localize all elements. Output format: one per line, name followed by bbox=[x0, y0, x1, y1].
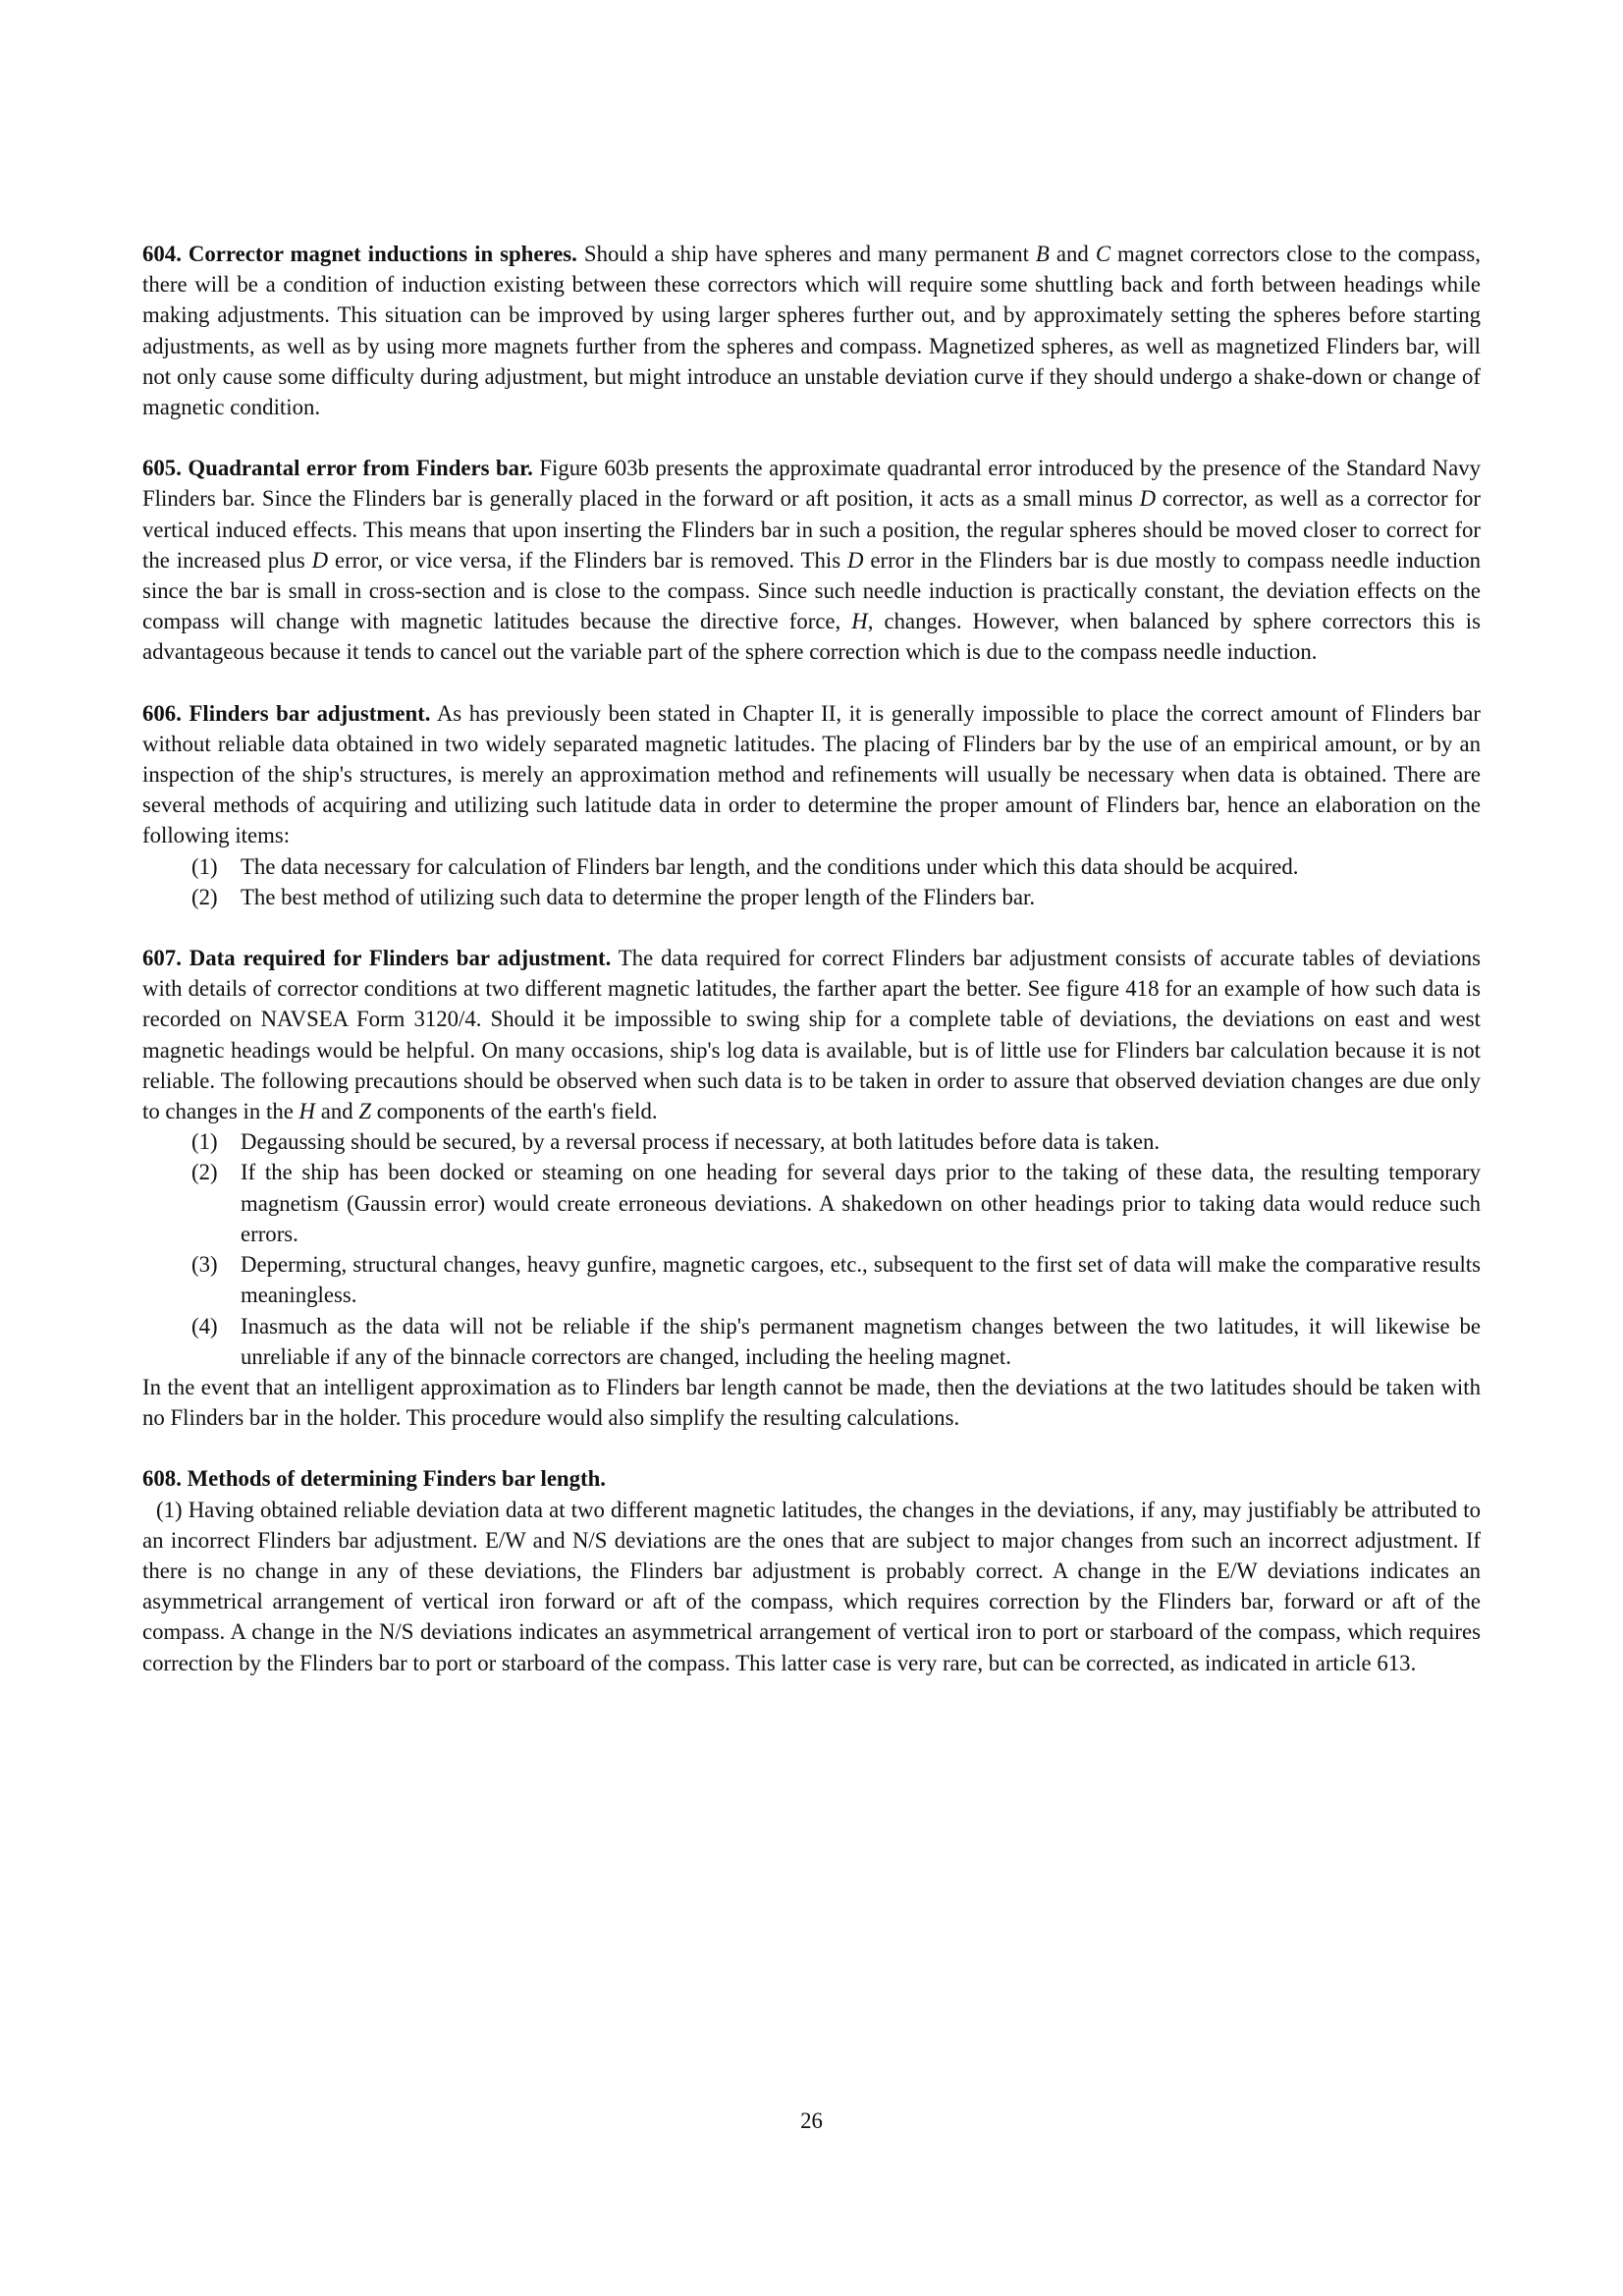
section-605 bbox=[142, 453, 1481, 667]
section-paragraph bbox=[142, 239, 1481, 422]
list-item-text: The data necessary for calculation of Flinders bar length, and the conditions under which this data should be acquired. bbox=[241, 853, 1299, 879]
italic-run: D bbox=[1139, 486, 1157, 512]
italic-run: Z bbox=[358, 1099, 372, 1124]
text-run: Should a ship have spheres and many permanent bbox=[576, 242, 1036, 266]
text-run: , changes. However, when balanced by sphere correctors this is advantageous because it tends to cancel out the variable part of the sphere correction which is due to the compass needle induction. bbox=[142, 609, 1481, 665]
section-heading: 608. Methods of determining Finders bar length. bbox=[142, 1466, 606, 1492]
list-item-text: Inasmuch as the data will not be reliable if the ship's permanent magnetism changes between the two latitudes, it will likewise be unreliable if any of the binnacle correctors are changed, including the heeling magnet. bbox=[241, 1313, 1481, 1369]
list-item bbox=[142, 851, 1481, 882]
list-item-text: Degaussing should be secured, by a reversal process if necessary, at both latitudes before data is taken. bbox=[241, 1129, 1161, 1155]
list-item-text: Deperming, structural changes, heavy gunfire, magnetic cargoes, etc., subsequent to the first set of data will make the comparative results meaningless. bbox=[241, 1252, 1481, 1308]
section-heading-line bbox=[142, 1463, 1481, 1494]
closing-paragraph: In the event that an intelligent approximation as to Flinders bar length cannot be made, then the deviations at the two latitudes should be taken with no Flinders bar in the holder. This procedure would also simplify the resulting calculations. bbox=[142, 1374, 1481, 1431]
italic-run: D bbox=[311, 547, 329, 573]
text-run: and bbox=[1049, 242, 1096, 266]
list-item bbox=[142, 1311, 1481, 1372]
text-run: error, or vice versa, if the Flinders bar is removed. This bbox=[328, 547, 848, 573]
italic-run: D bbox=[847, 547, 864, 573]
list-item-number: (2) bbox=[191, 1160, 218, 1185]
section-paragraph bbox=[142, 453, 1481, 667]
section-608 bbox=[142, 1463, 1481, 1677]
section-heading: 607. Data required for Flinders bar adjustment. bbox=[142, 946, 612, 971]
section-paragraph bbox=[142, 943, 1481, 1126]
italic-run: C bbox=[1095, 242, 1111, 266]
list-item-number: (4) bbox=[191, 1313, 218, 1339]
italic-run: B bbox=[1035, 242, 1050, 266]
numbered-list bbox=[142, 851, 1481, 912]
text-run: components of the earth's field. bbox=[371, 1099, 658, 1124]
section-606 bbox=[142, 698, 1481, 912]
text-run: corrector, as well as a corrector for vertical induced effects. This means that upon inserting the Flinders bar in such a position, the regular spheres should be moved closer to correct for the increased plus bbox=[142, 486, 1481, 573]
list-item-number: (1) bbox=[191, 1129, 218, 1155]
list-item-text: If the ship has been docked or steaming on one heading for several days prior to the taking of these data, the resulting temporary magnetism (Gaussin error) would create erroneous deviations. A shakedown on other headings prior to taking data would reduce such errors. bbox=[241, 1160, 1481, 1246]
list-item bbox=[142, 1126, 1481, 1157]
list-item-number: (1) bbox=[191, 853, 218, 879]
text-run: The data required for correct Flinders bar adjustment consists of accurate tables of deviations with details of corrector conditions at two different magnetic latitudes, the farther apart the better. See figure 418 for an example of how such data is recorded on NAVSEA Form 3120/4. Should it be impossible to swing ship for a complete table of deviations, the deviations on east and west magnetic headings would be helpful. On many occasions, ship's log data is available, but is of little use for Flinders bar calculation because it is not reliable. The following precautions should be observed when such data is to be taken in order to assure that observed deviation changes are due only to changes in the bbox=[142, 946, 1481, 1124]
list-item bbox=[142, 882, 1481, 912]
list-item bbox=[142, 1157, 1481, 1249]
list-item-number: (2) bbox=[191, 884, 218, 909]
text-run: Figure 603b presents the approximate quadrantal error introduced by the presence of the Standard Navy Flinders bar. Since the Flinders bar is generally placed in the forward or aft position, it acts as a small minus bbox=[142, 456, 1481, 512]
page-number: 26 bbox=[800, 2108, 823, 2133]
text-run: error in the Flinders bar is due mostly to compass needle induction since the bar is small in cross-section and is close to the compass. Since such needle induction is practically constant, the deviation effects on the compass will change with magnetic latitudes because the directive force, bbox=[142, 547, 1481, 634]
list-item-number: (3) bbox=[191, 1252, 218, 1278]
section-heading: 604. Corrector magnet inductions in spheres. bbox=[142, 242, 577, 266]
document-body bbox=[142, 239, 1481, 1709]
section-heading: 606. Flinders bar adjustment. bbox=[142, 700, 431, 726]
section-604 bbox=[142, 239, 1481, 422]
list-item bbox=[142, 1249, 1481, 1310]
italic-run: H bbox=[298, 1099, 316, 1124]
section-heading: 605. Quadrantal error from Finders bar. bbox=[142, 456, 533, 481]
text-run: As has previously been stated in Chapter II, it is generally impossible to place the correct amount of Flinders bar without reliable data obtained in two widely separated magnetic latitudes. The placing of Flinders bar by the use of an empirical amount, or by an inspection of the ship's structures, is merely an approximation method and refinements will usually be necessary when data is obtained. There are several methods of acquiring and utilizing such latitude data in order to determine the proper amount of Flinders bar, hence an elaboration on the following items: bbox=[142, 700, 1481, 848]
section-paragraph: (1) Having obtained reliable deviation data at two different magnetic latitudes, the changes in the deviations, if any, may justifiably be attributed to an incorrect Flinders bar adjustment. E/W and N/S deviations are the ones that are subject to major changes from such an incorrect adjustment. If there is no change in any of these deviations, the Flinders bar adjustment is probably correct. A change in the E/W deviations indicates an asymmetrical arrangement of vertical iron forward or aft of the compass, which requires correction by the Flinders bar, forward or aft of the compass. A change in the N/S deviations indicates an asymmetrical arrangement of vertical iron to port or starboard of the compass, which requires correction by the Flinders bar to port or starboard of the compass. This latter case is very rare, but can be corrected, as indicated in article 613. bbox=[142, 1497, 1481, 1675]
section-607 bbox=[142, 943, 1481, 1433]
italic-run: H bbox=[851, 609, 868, 634]
list-item-text: The best method of utilizing such data to determine the proper length of the Flinders bar. bbox=[241, 884, 1036, 909]
text-run: magnet correctors close to the compass, there will be a condition of induction existing between these correctors which will require some shuttling back and forth between headings while making adjustments. This situation can be improved by using larger spheres further out, and by approximately setting the spheres before starting adjustments, as well as by using more magnets further from the spheres and compass. Magnetized spheres, as well as magnetized Flinders bar, will not only cause some difficulty during adjustment, but might introduce an unstable deviation curve if they should undergo a shake-down or change of magnetic condition. bbox=[142, 242, 1481, 420]
numbered-list bbox=[142, 1126, 1481, 1372]
section-paragraph bbox=[142, 698, 1481, 851]
text-run: and bbox=[315, 1099, 359, 1124]
